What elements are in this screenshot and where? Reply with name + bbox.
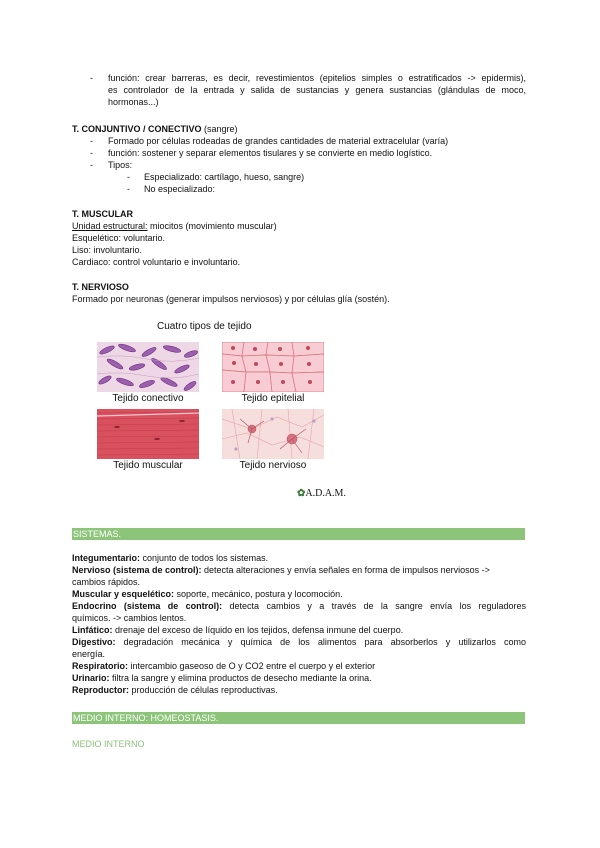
funcion-line-3: hormonas...) [108,97,159,107]
funcion-line-1: función: crear barreras, es decir, revestimientos (epitelios simples o estratificados -> epidermis), [108,73,526,83]
conjuntivo-heading [72,123,238,135]
muscular-title: T. MUSCULAR [72,209,133,219]
muscular-unidad [72,220,277,232]
adam-logo: ✿A.D.A.M. [297,488,346,499]
funcion-line-2: es controlador de la entrada y salida de sustancias y genera sustancias (glándulas de moco, [108,85,526,95]
caption-epitelial: Tejido epitelial [241,393,305,404]
sistema-linfatico: Linfático: drenaje del exceso de líquido en los tejidos, defensa inmune del cuerpo. [72,625,404,635]
unidad-label: Unidad estructural: [72,221,148,231]
caption-muscular: Tejido muscular [113,460,183,471]
unidad-value: miocitos (movimiento muscular) [147,221,277,231]
sistema-endocrino-cont: químicos. -> cambios lentos. [72,613,187,623]
conjuntivo-title: T. CONJUNTIVO / CONECTIVO [72,124,202,134]
conjuntivo-item-3: Tipos: [108,160,133,170]
sistema-respiratorio: Respiratorio: intercambio gaseoso de O y CO2 entre el cuerpo y el exterior [72,661,376,671]
caption-nervioso: Tejido nervioso [239,460,307,471]
bullet: - [90,160,93,170]
nervioso-title: T. NERVIOSO [72,282,129,292]
sistema-reproductor: Reproductor: producción de células reproductivas. [72,685,278,695]
adam-leaf-icon: ✿ [297,488,306,499]
muscular-tissue-image [97,409,199,459]
bullet: - [127,184,130,194]
nervioso-tissue-image [222,409,324,459]
bullet: - [127,172,130,182]
muscular-esqueletico: Esquelético: voluntario. [72,233,166,243]
figure-title: Cuatro tipos de tejido [157,321,252,332]
conectivo-tissue-image [97,342,199,392]
sistema-digestivo-cont: energía. [72,649,106,659]
sistema-muscular: Muscular y esquelético: soporte, mecánico, postura y locomoción. [72,589,343,599]
bullet: - [90,73,93,83]
conjuntivo-item-2: función: sostener y separar elementos tisulares y se convierte en medio logístico. [108,148,433,158]
conjuntivo-sub-2: No especializado: [144,184,216,194]
conjuntivo-suffix: (sangre) [201,124,238,134]
sistema-integumentario: Integumentario: conjunto de todos los sistemas. [72,553,269,563]
sistema-digestivo: Digestivo: degradación mecánica y química de los alimentos para absorberlos y utilizarlos como [72,637,526,647]
nervioso-text: Formado por neuronas (generar impulsos nerviosos) y por células glía (sostén). [72,294,390,304]
sistema-nervioso: Nervioso (sistema de control): detecta alteraciones y envía señales en forma de impulsos nerviosos -> [72,565,490,575]
muscular-cardiaco: Cardiaco: control voluntario e involuntario. [72,257,241,267]
bullet: - [90,136,93,146]
bullet: - [90,148,93,158]
muscular-liso: Liso: involuntario. [72,245,143,255]
medio-interno-bar: MEDIO INTERNO: HOMEOSTASIS. [72,712,525,724]
medio-interno-subtitle: MEDIO INTERNO [72,739,145,749]
sistema-nervioso-cont: cambios rápidos. [72,577,141,587]
caption-conectivo: Tejido conectivo [112,393,184,404]
sistema-endocrino: Endocrino (sistema de control): detecta cambios y a través de la sangre envía los reguladores [72,601,526,611]
epitelial-tissue-image [222,342,324,392]
sistema-urinario: Urinario: filtra la sangre y elimina productos de desecho mediante la orina. [72,673,372,683]
conjuntivo-item-1: Formado por células rodeadas de grandes cantidades de material extracelular (varía) [108,136,449,146]
sistemas-bar: SISTEMAS. [72,528,525,540]
conjuntivo-sub-1: Especializado: cartílago, hueso, sangre) [144,172,305,182]
